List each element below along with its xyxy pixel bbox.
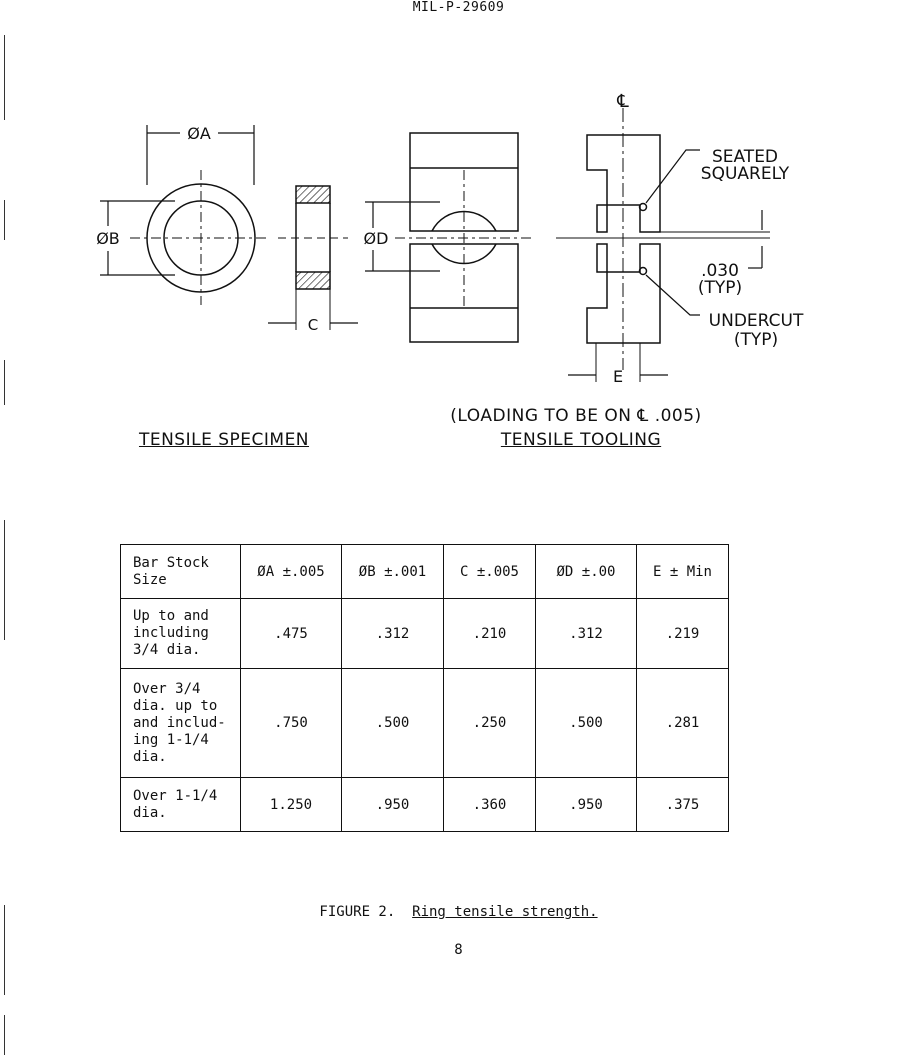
header-c: C ±.005	[444, 545, 536, 599]
row-size: Over 3/4 dia. up to and includ- ing 1-1/4 dia.	[121, 669, 241, 778]
figure-caption	[0, 904, 917, 920]
specimen-ring-front-view	[130, 170, 270, 305]
cell-dia-a: .475	[241, 599, 342, 669]
label-dia-a: ØA	[187, 124, 211, 143]
label-gap-value: .030	[701, 261, 739, 281]
cell-c: .250	[444, 669, 536, 778]
cell-e: .219	[637, 599, 729, 669]
row-size: Over 1-1/4 dia.	[121, 778, 241, 832]
cell-e: .281	[637, 669, 729, 778]
cell-dia-a: .750	[241, 669, 342, 778]
dimensions-table	[120, 544, 729, 832]
page-number: 8	[454, 942, 463, 958]
table-row	[121, 778, 729, 832]
tensile-specimen-caption: TENSILE SPECIMEN	[138, 430, 310, 450]
cell-dia-b: .500	[342, 669, 444, 778]
row-size: Up to and including 3/4 dia.	[121, 599, 241, 669]
label-dia-d: ØD	[363, 229, 389, 248]
tensile-tooling-caption: TENSILE TOOLING	[500, 430, 662, 450]
label-undercut-line2: (TYP)	[733, 330, 779, 350]
cell-c: .210	[444, 599, 536, 669]
header-dia-b: ØB ±.001	[342, 545, 444, 599]
label-undercut-line1: UNDERCUT	[708, 311, 804, 331]
cell-e: .375	[637, 778, 729, 832]
header-bar-stock-size: Bar Stock Size	[121, 545, 241, 599]
centerline-symbol: ℄	[617, 91, 629, 112]
label-gap-typ: (TYP)	[697, 278, 743, 298]
cell-dia-b: .312	[342, 599, 444, 669]
label-c: C	[307, 316, 319, 334]
cell-c: .360	[444, 778, 536, 832]
header-e: E ± Min	[637, 545, 729, 599]
specimen-ring-side-section	[268, 186, 358, 330]
cell-dia-b: .950	[342, 778, 444, 832]
loading-note: (LOADING TO BE ON ℄ .005)	[450, 406, 702, 426]
document-id-header: MIL-P-29609	[412, 0, 505, 15]
label-seated-line1: SEATED	[711, 147, 779, 167]
table-header-row	[121, 545, 729, 599]
cell-dia-d: .312	[536, 599, 637, 669]
table-row	[121, 669, 729, 778]
header-dia-a: ØA ±.005	[241, 545, 342, 599]
header-dia-d: ØD ±.00	[536, 545, 637, 599]
figure-label: FIGURE 2.	[319, 904, 396, 920]
table-row	[121, 599, 729, 669]
cell-dia-d: .500	[536, 669, 637, 778]
tooling-front-view	[395, 133, 535, 342]
cell-dia-a: 1.250	[241, 778, 342, 832]
ring-tensile-drawing	[0, 0, 917, 470]
margin-scan-mark	[4, 1015, 5, 1055]
label-seated-line2: SQUARELY	[700, 164, 790, 184]
cell-dia-d: .950	[536, 778, 637, 832]
margin-scan-mark	[4, 520, 5, 640]
label-dia-b: ØB	[96, 229, 120, 248]
label-e: E	[612, 367, 624, 386]
figure-title: Ring tensile strength.	[412, 904, 598, 920]
